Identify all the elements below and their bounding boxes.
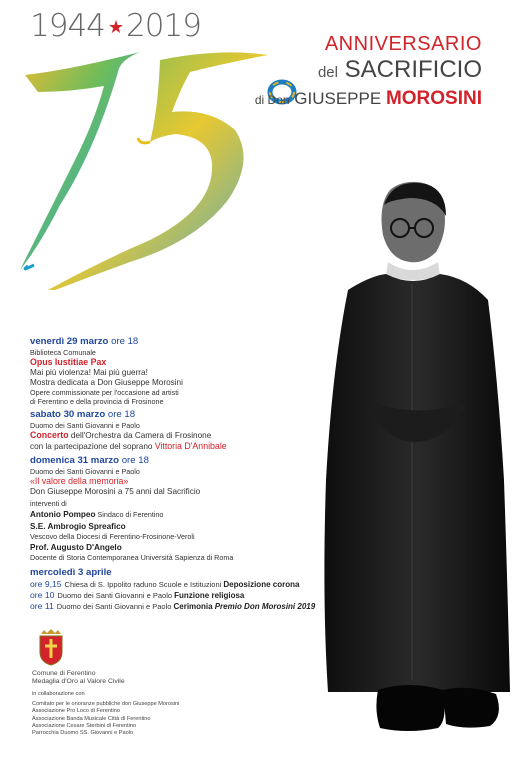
schedule-row: ore 11 Duomo dei Santi Giovanni e Paolo Cerimonia Premio Don Morosini 2019 [30,601,316,611]
partner-item: Parrocchia Duomo SS. Giovanni e Paolo [32,730,134,737]
comune-name: Comune di Ferentino [32,670,96,677]
schedule-row: ore 9,15 Chiesa di S. Ippolito raduno Scuole e Istituzioni Deposizione corona [30,579,300,589]
event-day-2 [30,409,330,452]
event-date: mercoledì 3 aprile [30,567,112,578]
speaker [30,522,330,541]
speaker-name: S.E. Ambrogio Spreafico [30,522,126,531]
schedule-activity: Funzione religiosa [174,591,245,600]
partner-item: Associazione Banda Musicale Città di Ferentino [32,715,151,722]
event-line: Mostra dedicata a Don Giuseppe Morosini [30,378,183,387]
ferentino-crest-icon [37,628,65,666]
sacrificio-word: SACRIFICIO [344,56,482,83]
anniversario-title: ANNIVERSARIO [324,33,482,55]
schedule-place: Duomo dei Santi Giovanni e Paolo [56,602,172,611]
schedule-row: ore 10 Duomo dei Santi Giovanni e Paolo Funzione religiosa [30,590,245,600]
event-line: dell'Orchestra da Camera di Frosinone [70,431,212,440]
event-line: Mai più violenza! Mai più guerra! [30,368,148,377]
schedule-time: 10 [44,590,55,600]
comune-block [32,670,125,686]
event-date: sabato 30 marzo [30,409,106,420]
schedule-activity: Deposizione corona [223,580,300,589]
star-icon: ★ [107,17,124,38]
di-don-word: di Don [254,93,290,107]
medaglia-line: Medaglia d'Oro al Valore Civile [32,678,125,685]
event-note: di Ferentino e della provincia di Frosinone [30,397,164,406]
event-day-4 [30,567,330,612]
event-time: ore 18 [107,409,136,420]
year-end: 2019 [126,8,201,44]
event-program [30,333,330,612]
partner-item: Associazione Cesare Sterbini di Ferentino [32,722,137,729]
schedule-activity: Cerimonia [173,602,213,611]
event-date: venerdì 29 marzo [30,336,109,347]
speaker [30,510,330,520]
event-line: con la partecipazione del soprano [30,442,153,451]
event-title: Concerto [30,430,69,440]
schedule-time: 9,15 [44,579,62,589]
giuseppe-word: GIUSEPPE [294,89,382,108]
event-note: Opere commissionate per l'occasione ad artisti [30,388,179,397]
schedule-place: Duomo dei Santi Giovanni e Paolo [57,591,173,600]
event-day-1 [30,336,330,406]
prize-name: Premio Don Morosini 2019 [214,602,316,611]
don-morosini-title [255,88,482,110]
event-title: «Il valore della memoria» [30,476,129,486]
event-place: Biblioteca Comunale [30,348,96,357]
event-place: Duomo dei Santi Giovanni e Paolo [30,421,140,430]
year-start: 1944 [30,8,105,44]
event-time: ore 18 [121,455,149,466]
event-subtitle: Don Giuseppe Morosini a 75 anni dal Sacrificio [30,487,201,496]
schedule-time: 11 [44,601,54,611]
priest-portrait-photo [318,180,513,740]
event-title: Opus Iustitiae Pax [30,357,107,367]
speaker-name: Prof. Augusto D'Angelo [30,543,122,552]
painted-75-logo [0,30,300,290]
event-time: ore 18 [111,336,139,347]
speaker-role: Sindaco di Ferentino [97,510,164,519]
event-date: domenica 31 marzo [30,455,120,466]
partner-item: Associazione Pro Loco di Ferentino [32,708,120,715]
soprano-name: Vittoria D'Annibale [154,441,227,451]
morosini-word: MOROSINI [385,88,482,109]
speaker-role: Docente di Storia Contemporanea Università Sapienza di Roma [30,553,234,562]
speakers-intro: interventi di [30,499,67,508]
speaker-name: Antonio Pompeo [30,510,96,519]
speaker [30,543,330,562]
collaboration-block [32,691,179,737]
event-place: Duomo dei Santi Giovanni e Paolo [30,467,140,476]
partner-item: Comitato per le onoranze pubbliche don Giuseppe Morosini [32,701,180,708]
del-word: del [317,64,338,81]
event-day-3 [30,455,330,562]
schedule-place: Chiesa di S. Ippolito raduno Scuole e Istituzioni [64,580,222,589]
speaker-role: Vescovo della Diocesi di Ferentino-Frosinone-Veroli [30,532,195,541]
sacrificio-title [318,56,482,84]
collab-intro: in collaborazione con [32,691,85,697]
